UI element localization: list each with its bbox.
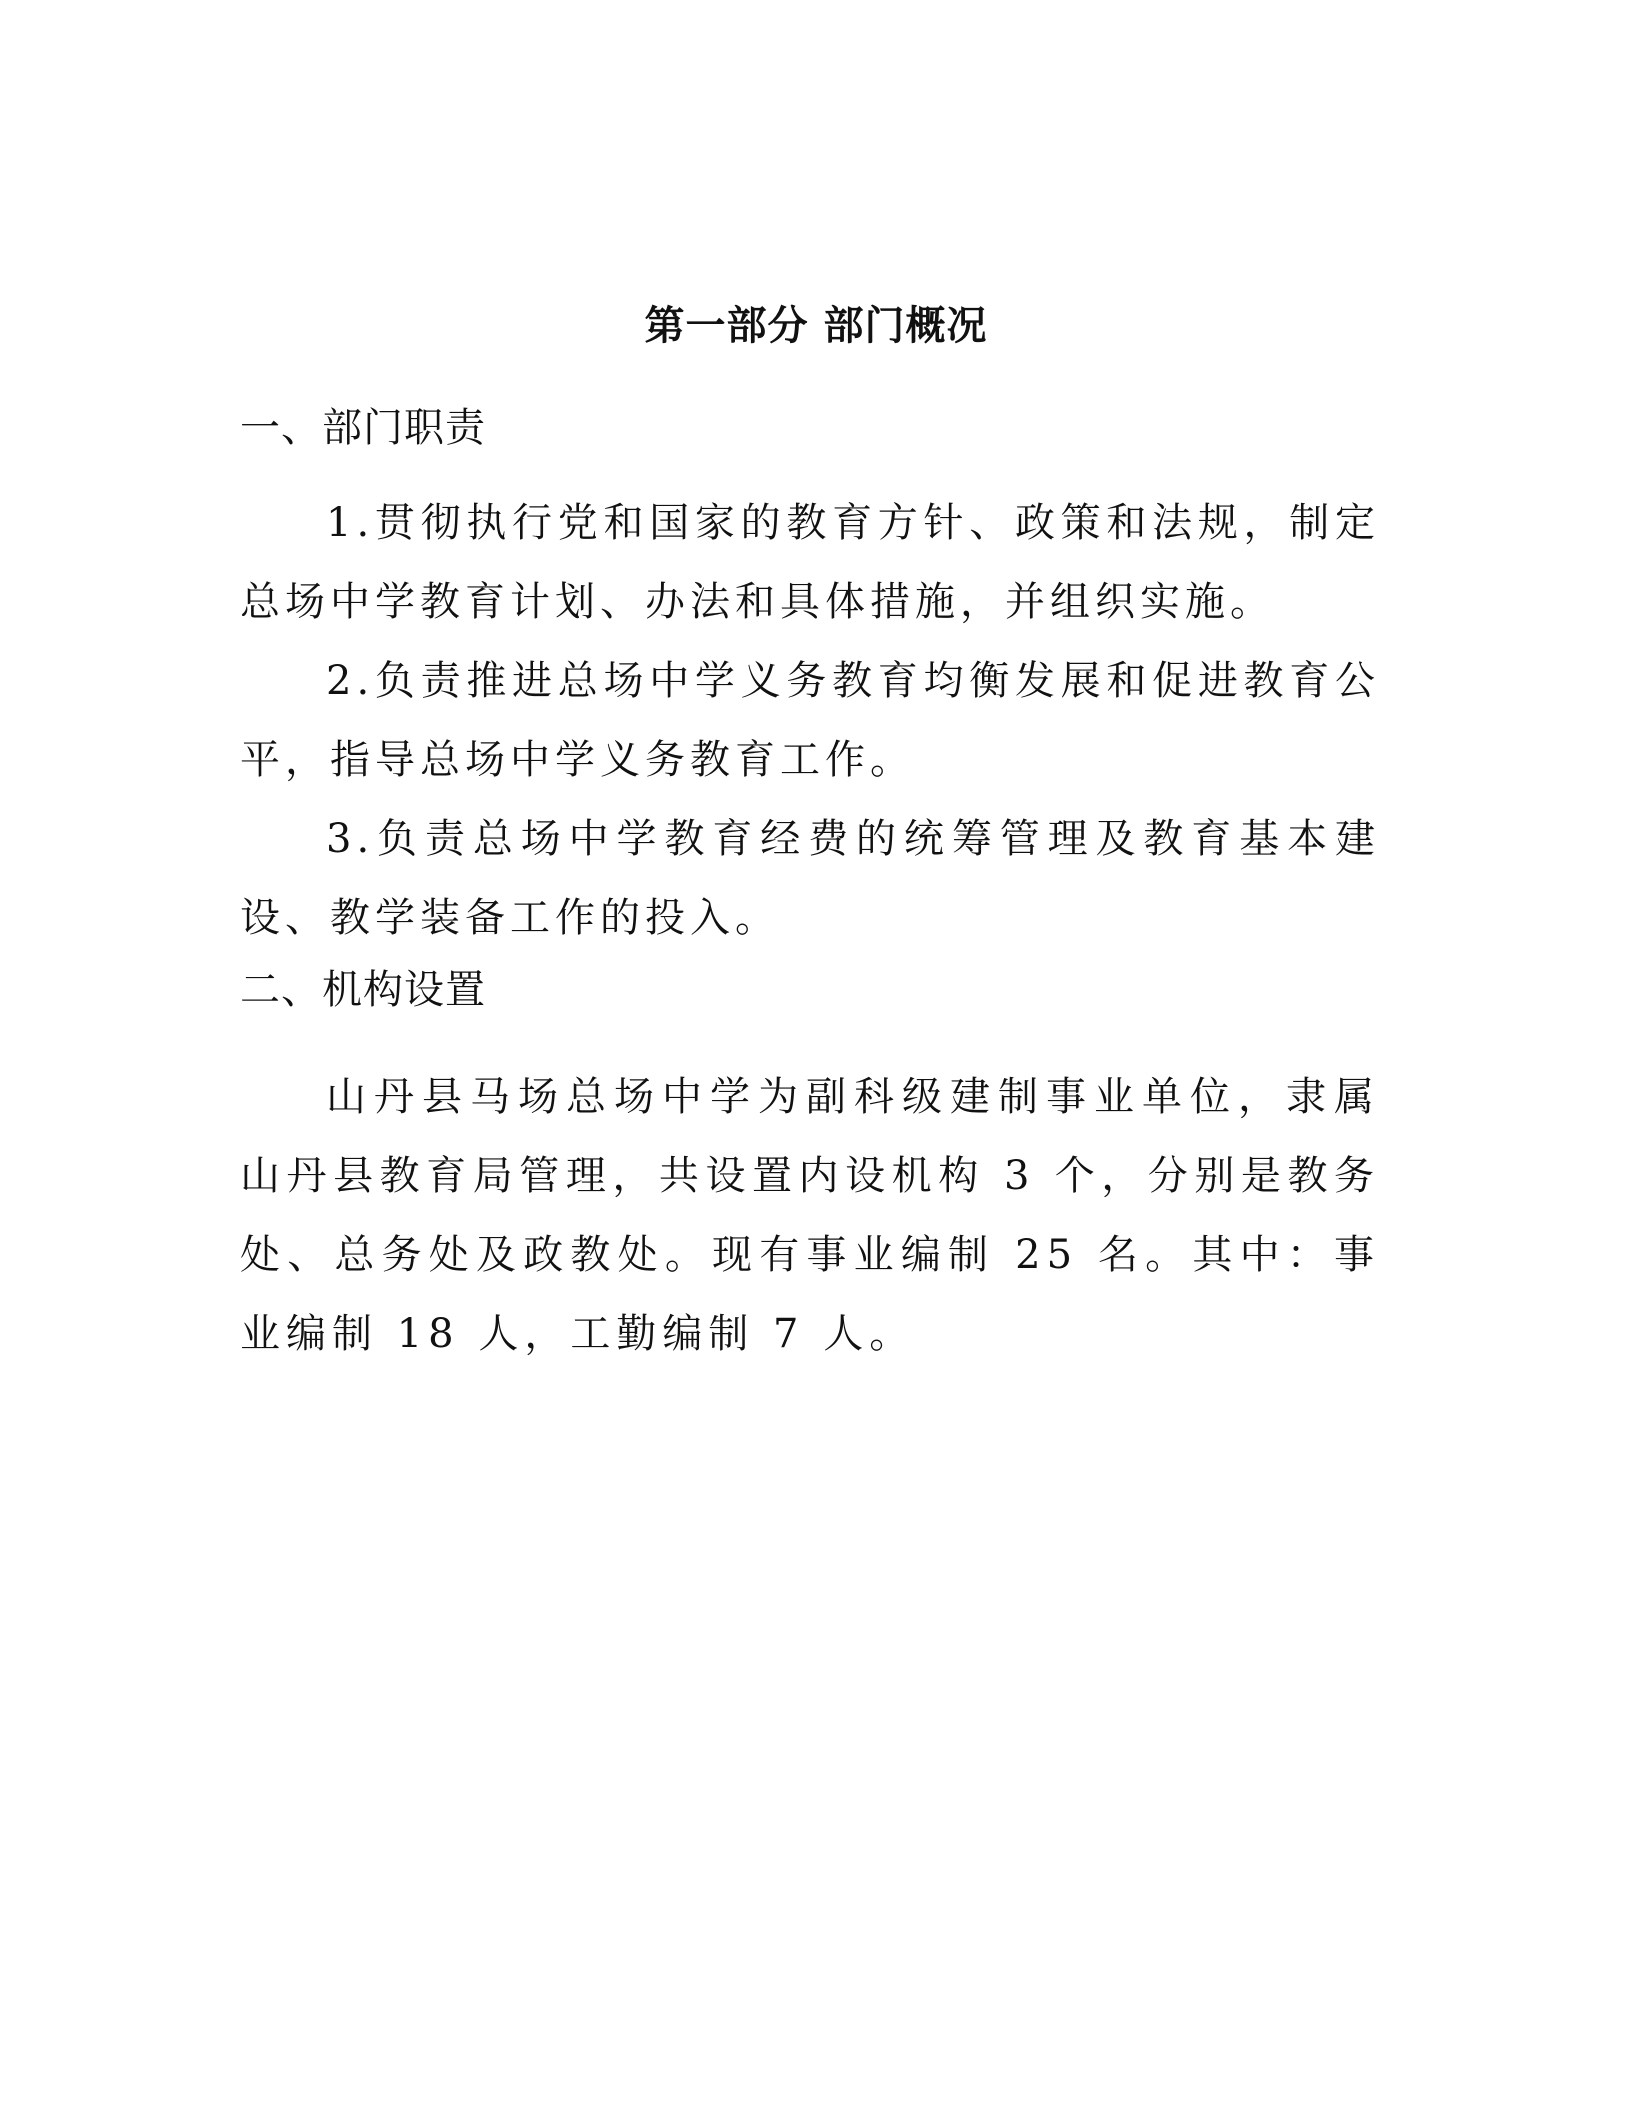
duty-paragraph-2: 2.负责推进总场中学义务教育均衡发展和促进教育公平，指导总场中学义务教育工作。 xyxy=(240,658,1380,783)
section-heading-organization: 二、机构设置 xyxy=(240,967,486,1013)
duty-paragraph-3: 3.负责总场中学教育经费的统筹管理及教育基本建设、教学装备工作的投入。 xyxy=(240,816,1380,941)
organization-paragraph: 山丹县马场总场中学为副科级建制事业单位，隶属山丹县教育局管理，共设置内设机构 3 个，分别是教务处、总务处及政教处。现有事业编制 25 名。其中：事业编制 18 人，工勤编制 7 人。 xyxy=(240,1074,1380,1357)
duty-paragraph-1: 1.贯彻执行党和国家的教育方针、政策和法规，制定总场中学教育计划、办法和具体措施，并组织实施。 xyxy=(240,500,1380,625)
section-heading-duties: 一、部门职责 xyxy=(240,405,486,451)
part-title: 第一部分 部门概况 xyxy=(644,302,988,349)
